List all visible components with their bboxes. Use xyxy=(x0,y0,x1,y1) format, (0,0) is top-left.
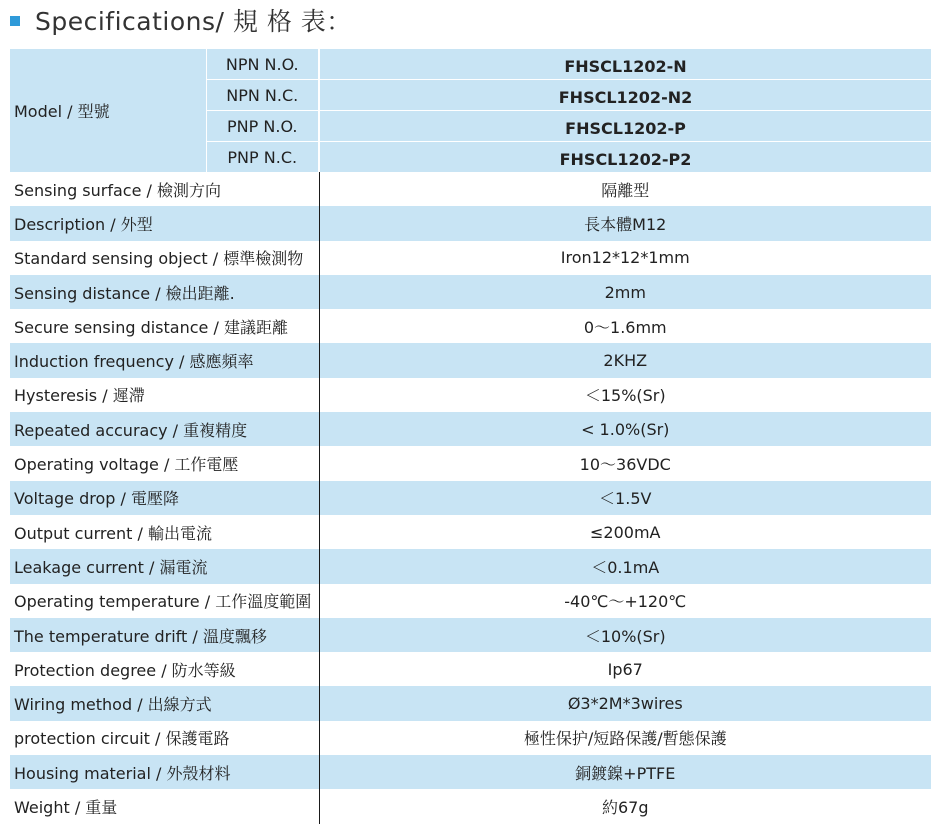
model-type: PNP N.C. xyxy=(206,142,319,173)
spec-label: Standard sensing object / 標準檢測物 xyxy=(14,249,304,269)
model-type: NPN N.C. xyxy=(206,80,319,111)
spec-row xyxy=(10,721,931,755)
spec-row xyxy=(10,584,931,618)
spec-value: < 1.0%(Sr) xyxy=(319,412,931,446)
spec-value: ＜0.1mA xyxy=(319,549,931,583)
spec-row xyxy=(10,686,931,720)
square-bullet-icon xyxy=(10,16,20,26)
spec-row xyxy=(10,549,931,583)
spec-label: Description / 外型 xyxy=(14,214,153,234)
model-label: Model / 型號 xyxy=(10,49,206,172)
spec-value: ＜15%(Sr) xyxy=(319,378,931,412)
spec-row xyxy=(10,755,931,789)
spec-label: Leakage current / 漏電流 xyxy=(14,557,208,577)
spec-row xyxy=(10,343,931,377)
spec-value: 2KHZ xyxy=(319,343,931,377)
spec-label: Operating temperature / 工作溫度範圍 xyxy=(14,592,312,612)
spec-row xyxy=(10,481,931,515)
spec-label: Weight / 重量 xyxy=(14,797,118,817)
spec-row xyxy=(10,309,931,343)
spec-row xyxy=(10,275,931,309)
spec-row xyxy=(10,206,931,240)
model-row xyxy=(10,49,931,80)
spec-row xyxy=(10,618,931,652)
model-value: FHSCL1202-N2 xyxy=(319,80,931,111)
spec-label: Voltage drop / 電壓降 xyxy=(14,489,179,509)
spec-label: Output current / 輸出電流 xyxy=(14,523,212,543)
spec-value: 0～1.6mm xyxy=(319,309,931,343)
spec-value: 2mm xyxy=(319,275,931,309)
model-value: FHSCL1202-P xyxy=(319,111,931,142)
page-title: Specifications/ 規 格 表： xyxy=(35,7,352,36)
spec-label: Wiring method / 出線方式 xyxy=(14,695,212,715)
spec-value: ＜1.5V xyxy=(319,481,931,515)
spec-row xyxy=(10,172,931,206)
specifications-table xyxy=(10,49,931,824)
spec-value: 約67g xyxy=(319,789,931,823)
spec-row xyxy=(10,789,931,823)
spec-label: Repeated accuracy / 重複精度 xyxy=(14,420,248,440)
spec-label: The temperature drift / 溫度飄移 xyxy=(14,626,267,646)
spec-value: 極性保护/短路保護/暫態保護 xyxy=(319,721,931,755)
spec-row xyxy=(10,412,931,446)
spec-value: Ip67 xyxy=(319,652,931,686)
model-type: PNP N.O. xyxy=(206,111,319,142)
spec-label: Hysteresis / 遲滯 xyxy=(14,386,145,406)
model-type: NPN N.O. xyxy=(206,49,319,80)
spec-row xyxy=(10,241,931,275)
spec-value: Iron12*12*1mm xyxy=(319,241,931,275)
spec-label: protection circuit / 保護電路 xyxy=(14,729,230,749)
spec-label: Housing material / 外殼材料 xyxy=(14,763,231,783)
spec-value: 10～36VDC xyxy=(319,446,931,480)
spec-row xyxy=(10,378,931,412)
spec-label: Operating voltage / 工作電壓 xyxy=(14,455,239,475)
spec-value: Ø3*2M*3wires xyxy=(319,686,931,720)
spec-row xyxy=(10,446,931,480)
spec-value: ＜10%(Sr) xyxy=(319,618,931,652)
spec-value: ≤200mA xyxy=(319,515,931,549)
spec-label: Sensing distance / 檢出距離. xyxy=(14,283,235,303)
model-value: FHSCL1202-N xyxy=(319,49,931,80)
page-header xyxy=(10,2,352,38)
spec-value: 長本體M12 xyxy=(319,206,931,240)
spec-value: 隔離型 xyxy=(319,172,931,206)
spec-row xyxy=(10,652,931,686)
spec-label: Sensing surface / 檢測方向 xyxy=(14,180,222,200)
spec-label: Protection degree / 防水等級 xyxy=(14,660,236,680)
spec-value: 銅鍍鎳+PTFE xyxy=(319,755,931,789)
spec-label: Induction frequency / 感應頻率 xyxy=(14,352,254,372)
model-value: FHSCL1202-P2 xyxy=(319,142,931,173)
spec-label: Secure sensing distance / 建議距離 xyxy=(14,317,288,337)
spec-row xyxy=(10,515,931,549)
spec-value: -40℃～+120℃ xyxy=(319,584,931,618)
